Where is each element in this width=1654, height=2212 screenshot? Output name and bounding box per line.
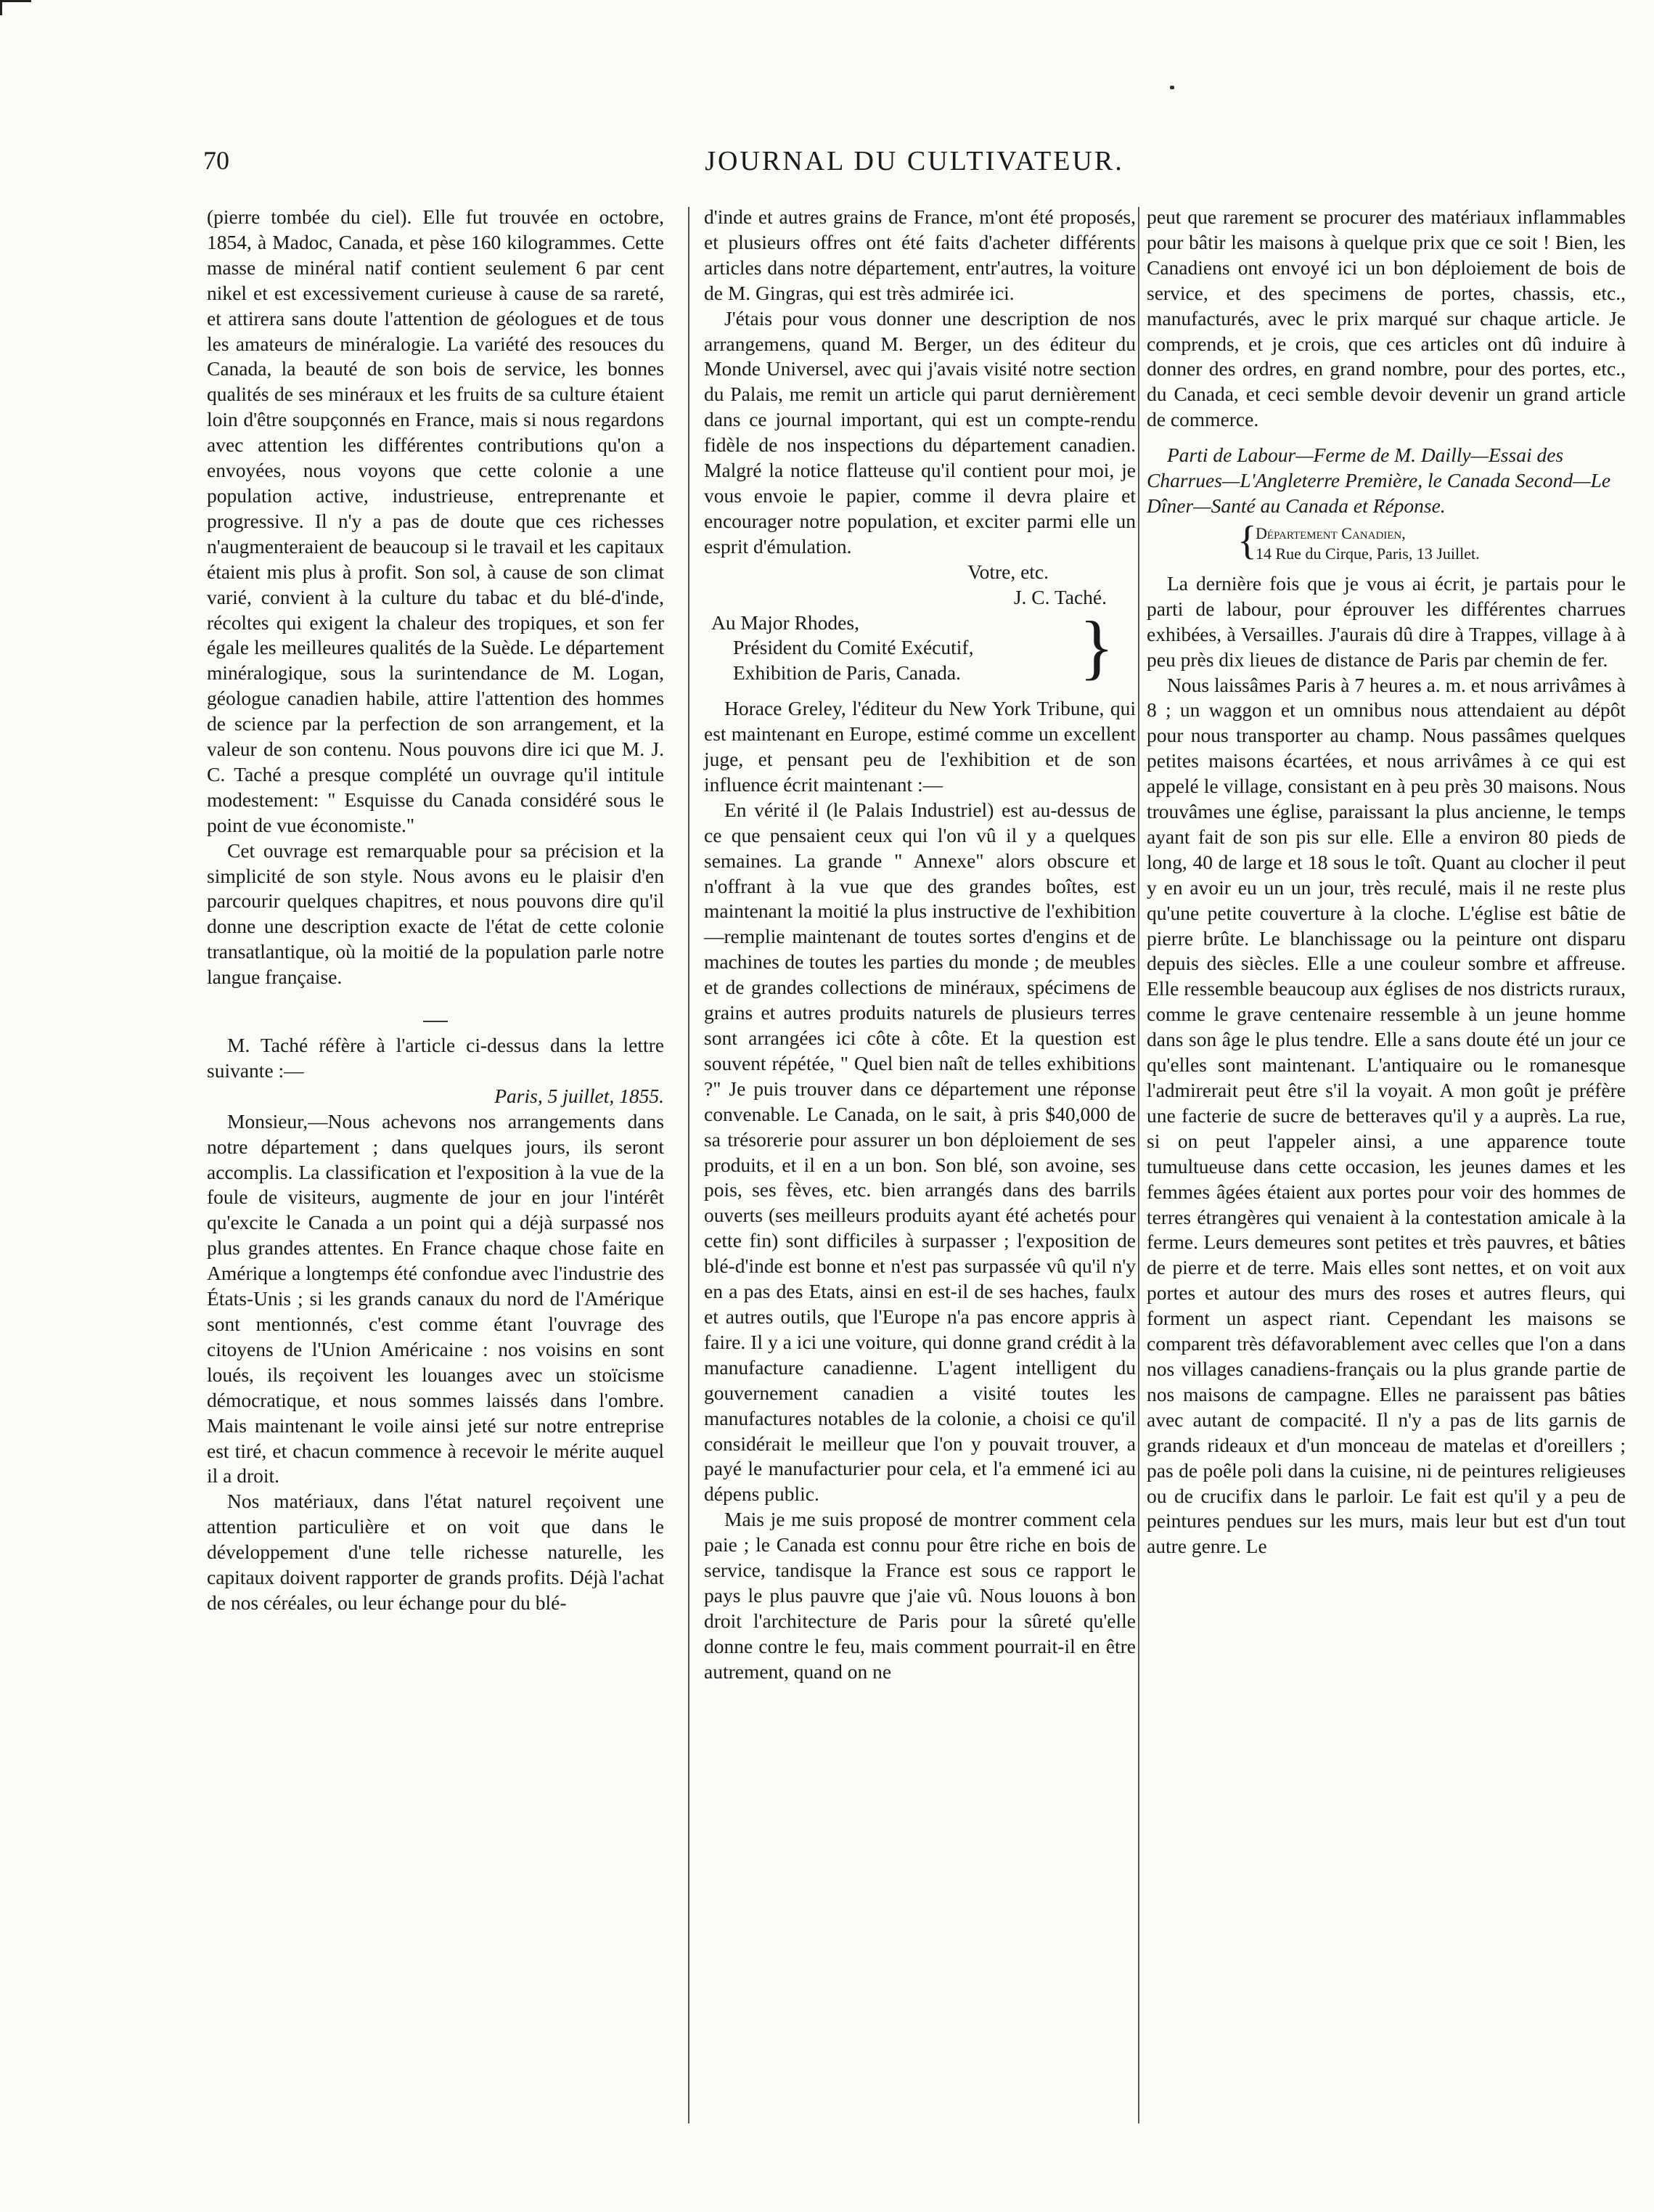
letter-signature: J. C. Taché. [1013,585,1107,608]
letter-address [704,605,1136,687]
brace-glyph: } [1079,605,1114,687]
letter-dateline [1147,518,1626,564]
letter-dateline: Paris, 5 juillet, 1855. [494,1084,664,1107]
paragraph: Nous laissâmes Paris à 7 heures a. m. et nous arrivâmes à 8 ; un waggon et un omnibus nous attendaient au dépôt pour nous transporter au champ. Nous passâmes quelques petites maisons écartées, et nous arrivâmes à ce qui est appelé le village, consistant en à peu près 30 maisons. Nous trouvâmes une église, paraissant la plus ancienne, le temps ayant fait de son pis sur elle. Elle a environ 80 pieds de long, 40 de large et 18 sous le toît. Quant au clocher il peut y en avoir eu un un jour, très reculé, mais il ne reste plus qu'une petite couverture à la cloche. L'église est bâtie de pierre brûte. Le blanchissage ou la peinture ont disparu depuis des siècles. Elle a une couleur sombre et affreuse. Elle ressemble beaucoup aux églises de nos districts ruraux, comme le grave centenaire ressemble à un jeune homme dans son âge le plus tendre. Elle a sans doute été un jour ce qu'elles sont maintenant. L'antiquaire ou le romanesque l'admirerait peut être s'il la voyait. A mon goût je préfère une facterie de sucre de betteraves qu'il y a auprès. La rue, si on peut l'appeler ainsi, a une apparence toute tumultueuse dans cette occasion, les jeunes dames et les femmes âgées étaient aux portes pour voir des hommes de terres étrangères qui venaient à la contestation amicale à la ferme. Leurs demeures sont petites et très pauvres, et bâties de pierre et de terre. Mais elles sont nettes, et on voit aux portes et autour des murs des roses et autres fleurs, qui forment un aspect riant. Cependant les maisons se comparent très défavorablement avec celles que l'on a dans nos villages canadiens-français ou la plus grande partie de nos maisons de campagne. Elles ne paraissent pas bâties avec autant de compacité. Il n'y a pas de lits garnis de grands rideaux et d'un monceau de matelas et d'oreillers ; pas de poêle poli dans la cuisine, ni de peintures religieuses ou de crucifix dans le parloir. Le fait est qu'il y a peu de peintures pendues sur les murs, mais leur but est d'un tout autre genre. Le [1147,673,1626,1558]
paragraph: d'inde et autres grains de France, m'ont été proposés, et plusieurs offres ont été faits d'acheter différents articles dans notre département, entr'autres, la voiture de M. Gingras, qui est très admirée ici. [704,205,1136,304]
brace-glyph: { [1237,518,1257,563]
dateline-address: 14 Rue du Cirque, Paris, 13 Juillet. [1256,544,1480,563]
journal-title: JOURNAL DU CULTIVATEUR. [705,146,1124,176]
page-number: 70 [203,146,229,175]
address-line: Exhibition de Paris, Canada. [733,661,961,685]
paragraph: peut que rarement se procurer des matériaux inflammables pour bâtir les maisons à quelque prix que ce soit ! Bien, les Canadiens ont envoyé ici un bon déploiement de bois de service, et des specimens de portes, chassis, etc., manufacturés, avec le prix marqué sur chaque article. Je comprends, et je crois, que ces articles ont dû induire à donner des ordres, en grand nombre, pour des portes, etc., du Canada, et ceci semble devoir devenir un grand article de commerce. [1147,205,1626,431]
scan-speck [1170,86,1174,89]
paragraph: Monsieur,—Nous achevons nos arrangements dans notre département ; dans quelques jours, ils seront accomplis. La classification et l'exposition à la vue de la foule de visiteurs, augmente de jour en jour l'intérêt qu'excite le Canada a un point qui a déjà surpassé nos plus grandes attentes. En France chaque chose faite en Amérique a longtemps été confondue avec l'industrie des États-Unis ; si les grands canaux du nord de l'Amérique sont mentionnés, c'est comme étant l'ouvrage des citoyens de l'Union Américaine : nos voisins en sont loués, ils reçoivent les louanges avec un stoïcisme démocratique, et nous sommes laissés dans l'ombre. Mais maintenant le voile ainsi jeté sur notre entreprise est tiré, et chacun commence à recevoir le mérite auquel il a droit. [207,1109,664,1487]
address-line: Président du Comité Exécutif, [733,636,974,659]
paragraph: Nos matériaux, dans l'état naturel reçoivent une attention particulière et on voit que dans le développement d'une telle richesse naturelle, les capitaux doivent rapporter de grands profits. Déjà l'achat de nos céréales, ou leur échange pour du blé- [207,1490,664,1614]
address-line: Au Major Rhodes, [711,611,859,634]
paragraph: M. Taché réfère à l'article ci-dessus dans la lettre suivante :— [207,1034,664,1082]
paragraph: Cet ouvrage est remarquable pour sa précision et la simplicité de son style. Nous avons eu le plaisir d'en parcourir quelques chapitres, et nous pouvons dire qu'il donne une description exacte de l'état de cette colonie transatlantique, où la moitié de la population parle notre langue française. [207,838,664,989]
paragraph: Horace Greley, l'éditeur du New York Tribune, qui est maintenant en Europe, estimé comme un excellent juge, et pensant peu de l'exhibition et de son influence écrit maintenant :— [704,697,1136,796]
column-rule [1138,207,1139,2123]
letter-closing: Votre, etc. [967,560,1049,583]
separator-rule [207,1003,664,1029]
column-3 [1147,205,1626,1559]
page-header [203,145,1626,181]
paragraph: En vérité il (le Palais Industriel) est au-dessus de ce que pensaient ceux qui l'on vû il y a quelques semaines. La grande " Annexe" alors obscure et n'offrant à la vue que des grandes boîtes, est maintenant la moitié la plus instructive de l'exhibition—remplie maintenant de toutes sortes d'engins et de machines de toutes les parties du monde ; de meubles et de grandes collections de minéraux, spécimens de grains et autres produits naturels de plusieurs terres sont arrangées ici côte à côte. Et la question est souvent répétée, " Quel bien naît de telles exhibitions ?" Je puis trouver dans ce département une réponse convenable. Le Canada, on le sait, à pris $40,000 de sa trésorerie pour assurer un bon déploiement de ses produits, et il en a un bon. Son blé, son avoine, ses pois, ses fèves, etc. bien arrangés dans des barrils ouverts (ses meilleurs produits ayant été achetés pour cette fin) sont difficiles à surpasser ; l'exposition de blé-d'inde est bonne et n'est pas surpassée vû qu'il n'y en a pas des Etats, ainsi en est-il de ses haches, faulx et autres outils, que l'Europe n'a pas encore appris à faire. Il y a ici une voiture, qui donne grand crédit à la manufacture canadienne. L'agent intelligent du gouvernement canadien a visité toutes les manufactures notables de la colonie, a choisi ce qu'il considérait le meilleur que l'on y pouvait trouver, a payé le manufacturier pour cela, et l'a emmené ici au dépens public. [704,798,1136,1506]
column-2 [704,205,1136,1685]
department-name: Département Canadien, [1256,523,1406,542]
paragraph: J'étais pour vous donner une description de nos arrangemens, quand M. Berger, un des éditeur du Monde Universel, avec qui j'avais visité notre section du Palais, me remit un article qui parut dernièrement dans ce journal important, qui est un compte-rendu fidèle de nos inspections du département canadien. Malgré la notice flatteuse qu'il contient pour moi, je vous envoie le papier, comme il devra plaire et encourager notre population, et exciter parmi elle un esprit d'émulation. [704,306,1136,558]
scan-corner-mark [0,0,31,15]
column-1 [207,205,664,1616]
paragraph: Mais je me suis proposé de montrer comment cela paie ; le Canada est connu pour être riche en bois de service, tandisque la France est sous ce rapport le pays le plus pauvre que j'aie vû. Nous louons à bon droit l'architecture de Paris pour la sûreté qu'elle donne contre le feu, mais comment pourrait-il en être autrement, quand on ne [704,1508,1136,1683]
paragraph: La dernière fois que je vous ai écrit, je partais pour le parti de labour, pour éprouver les différentes charrues exhibées, à Versailles. J'aurais dû dire à Trappes, village à à peu près dix lieues de distance de Paris par chemin de fer. [1147,571,1626,671]
section-heading: Parti de Labour—Ferme de M. Dailly—Essai des Charrues—L'Angleterre Première, le Canada Second—Le Dîner—Santé au Canada et Réponse. [1147,444,1611,517]
column-rule [688,207,689,2123]
paragraph: (pierre tombée du ciel). Elle fut trouvée en octobre, 1854, à Madoc, Canada, et pèse 160 kilogrammes. Cette masse de minéral natif contient seulement 6 par cent nikel et est excessivement curieuse à cause de sa rareté, et attirera sans doute l'attention de géologues et de tous les amateurs de minéralogie. La variété des resouces du Canada, la beauté de son bois de service, les bonnes qualités de ses minéraux et les fruits de sa culture étaient loin d'être soupçonnés en France, mais si nous regardons avec attention les différentes contributions qu'on a envoyées, nous voyons que cette colonie a une population active, industrieuse, entreprenante et progressive. Il n'y a pas de doute que ces richesses n'augmenteraient de beaucoup si le travail et les capitaux étaient mis plus à profit. Son sol, à cause de son climat varié, convient à la culture du tabac et du blé-d'inde, récoltes qui exigent la chaleur des tropiques, et son fer égale les meilleures qualités de la Suède. Le département minéralogique, sous la surintendance de M. Logan, géologue canadien habile, attire l'attention des hommes de science par la perfection de son arrangement, et la valeur de son contenu. Nous pouvons dire ici que M. J. C. Taché a presque complété un ouvrage qu'il intitule modestement: " Esquisse du Canada considéré sous le point de vue économiste." [207,205,664,836]
